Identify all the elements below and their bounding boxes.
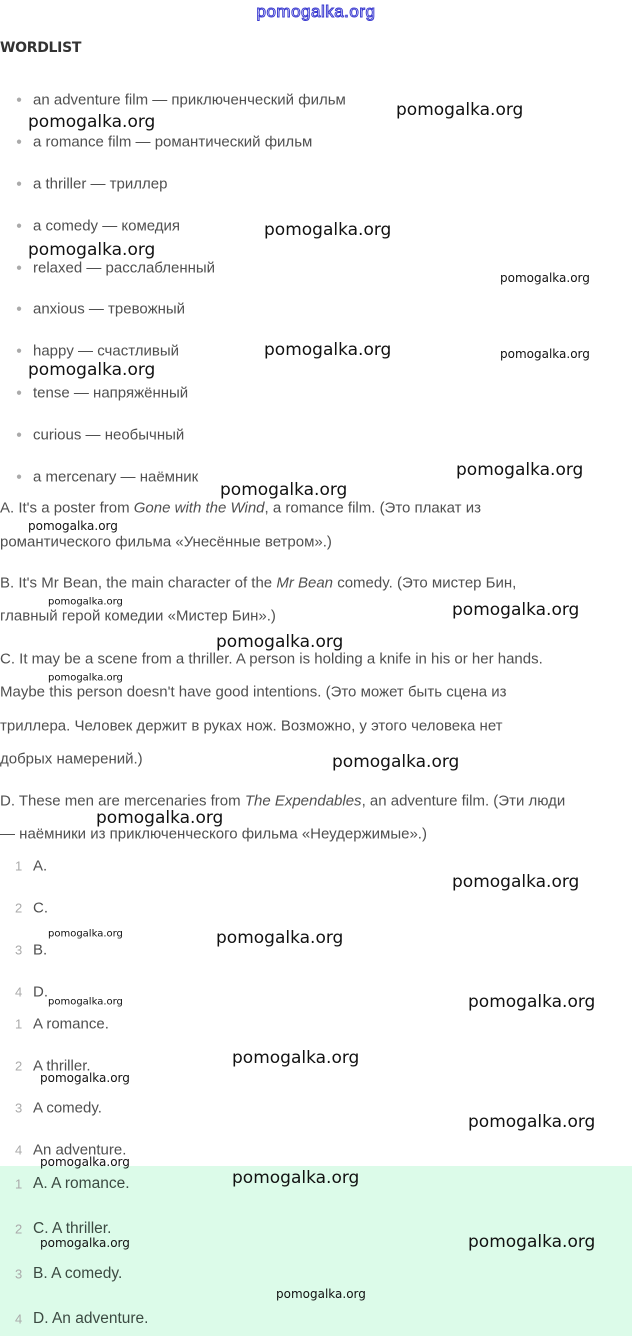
- list-item: B. A comedy.: [33, 1265, 123, 1282]
- text: триллера. Человек держит в руках нож. Возможно, у этого человека нет: [0, 717, 503, 735]
- text: — наёмники из приключенческого фильма «Неудержимые».): [0, 825, 427, 843]
- watermark: pomogalka.org: [456, 460, 584, 480]
- watermark: pomogalka.org: [96, 808, 224, 828]
- list-item: D.: [33, 983, 48, 1001]
- wordlist-item: a romance film — романтический фильм: [33, 133, 313, 151]
- text: D. These men are mercenaries from: [0, 792, 245, 810]
- list-number: 3: [15, 1100, 23, 1116]
- watermark: pomogalka.org: [48, 996, 123, 1008]
- list-number: 4: [15, 984, 23, 1000]
- watermark-header: pomogalka.org: [256, 2, 376, 21]
- film-title: The Expendables: [244, 792, 362, 810]
- text: , a romance film. (Это плакат из: [264, 499, 481, 517]
- wordlist-item: a thriller — триллер: [33, 175, 168, 193]
- watermark: pomogalka.org: [264, 220, 392, 240]
- watermark: pomogalka.org: [48, 596, 123, 608]
- watermark: pomogalka.org: [500, 347, 590, 361]
- watermark: pomogalka.org: [452, 600, 580, 620]
- watermark: pomogalka.org: [40, 1071, 130, 1085]
- list-number: 2: [15, 1058, 23, 1074]
- watermark: pomogalka.org: [276, 1287, 366, 1301]
- wordlist-item: tense — напряжённый: [33, 384, 189, 402]
- list-number: 1: [15, 858, 23, 874]
- list-item: A comedy.: [33, 1099, 102, 1117]
- watermark: pomogalka.org: [220, 480, 348, 500]
- watermark: pomogalka.org: [28, 240, 156, 260]
- text: C. It may be a scene from a thriller. A person is holding a knife in his or her hands.: [0, 650, 543, 668]
- text: Maybe this person doesn't have good intentions. (Это может быть сцена из: [0, 683, 507, 701]
- list-number: 1: [15, 1016, 23, 1032]
- bullet-icon: ●: [16, 178, 23, 190]
- wordlist-item: an adventure film — приключенческий фильм: [33, 91, 346, 109]
- watermark: pomogalka.org: [40, 1155, 130, 1169]
- watermark: pomogalka.org: [468, 1232, 596, 1252]
- text: , an adventure film. (Эти люди: [361, 792, 566, 810]
- bullet-icon: ●: [16, 262, 23, 274]
- bullet-icon: ●: [16, 303, 23, 315]
- watermark: pomogalka.org: [48, 928, 123, 940]
- wordlist-item: relaxed — расслабленный: [33, 259, 216, 277]
- list-number: 4: [15, 1311, 23, 1327]
- watermark: pomogalka.org: [264, 340, 392, 360]
- watermark: pomogalka.org: [452, 872, 580, 892]
- list-number: 2: [15, 900, 23, 916]
- bullet-icon: ●: [16, 94, 23, 106]
- bullet-icon: ●: [16, 345, 23, 357]
- watermark: pomogalka.org: [28, 519, 118, 533]
- watermark: pomogalka.org: [500, 271, 590, 285]
- page-title: WORDLIST: [0, 40, 82, 56]
- watermark: pomogalka.org: [40, 1236, 130, 1250]
- list-number: 1: [15, 1176, 23, 1192]
- film-title: Mr Bean: [276, 574, 334, 592]
- text: B. It's Mr Bean, the main character of the: [0, 574, 277, 592]
- list-item: D. An adventure.: [33, 1310, 149, 1327]
- list-item: C.: [33, 899, 48, 917]
- list-item: A thriller.: [33, 1057, 91, 1075]
- list-item: A. A romance.: [33, 1175, 130, 1192]
- watermark: pomogalka.org: [468, 992, 596, 1012]
- film-title: Gone with the Wind: [133, 499, 265, 517]
- bullet-icon: ●: [16, 429, 23, 441]
- list-number: 3: [15, 1266, 23, 1282]
- list-item: B.: [33, 941, 48, 959]
- text: романтического фильма «Унесённые ветром».): [0, 533, 332, 551]
- watermark: pomogalka.org: [232, 1168, 360, 1188]
- text: comedy. (Это мистер Бин,: [333, 574, 517, 592]
- wordlist-item: anxious — тревожный: [33, 300, 186, 318]
- list-number: 2: [15, 1221, 23, 1237]
- text: главный герой комедии «Мистер Бин».): [0, 607, 276, 625]
- list-item: An adventure.: [33, 1141, 127, 1159]
- bullet-icon: ●: [16, 387, 23, 399]
- watermark: pomogalka.org: [468, 1112, 596, 1132]
- watermark: pomogalka.org: [216, 928, 344, 948]
- wordlist-item: curious — необычный: [33, 426, 185, 444]
- watermark: pomogalka.org: [396, 100, 524, 120]
- watermark: pomogalka.org: [28, 112, 156, 132]
- wordlist-item: happy — счастливый: [33, 342, 179, 360]
- wordlist-item: a mercenary — наёмник: [33, 468, 199, 486]
- wordlist-item: a comedy — комедия: [33, 217, 181, 235]
- list-item: A romance.: [33, 1015, 109, 1033]
- list-item: A.: [33, 857, 48, 875]
- watermark: pomogalka.org: [48, 672, 123, 684]
- bullet-icon: ●: [16, 471, 23, 483]
- list-number: 3: [15, 942, 23, 958]
- list-item: C. A thriller.: [33, 1220, 112, 1237]
- watermark: pomogalka.org: [216, 632, 344, 652]
- bullet-icon: ●: [16, 220, 23, 232]
- list-number: 4: [15, 1142, 23, 1158]
- watermark: pomogalka.org: [28, 360, 156, 380]
- text: A. It's a poster from: [0, 499, 134, 517]
- watermark: pomogalka.org: [332, 752, 460, 772]
- bullet-icon: ●: [16, 136, 23, 148]
- text: добрых намерений.): [0, 750, 143, 768]
- watermark: pomogalka.org: [232, 1048, 360, 1068]
